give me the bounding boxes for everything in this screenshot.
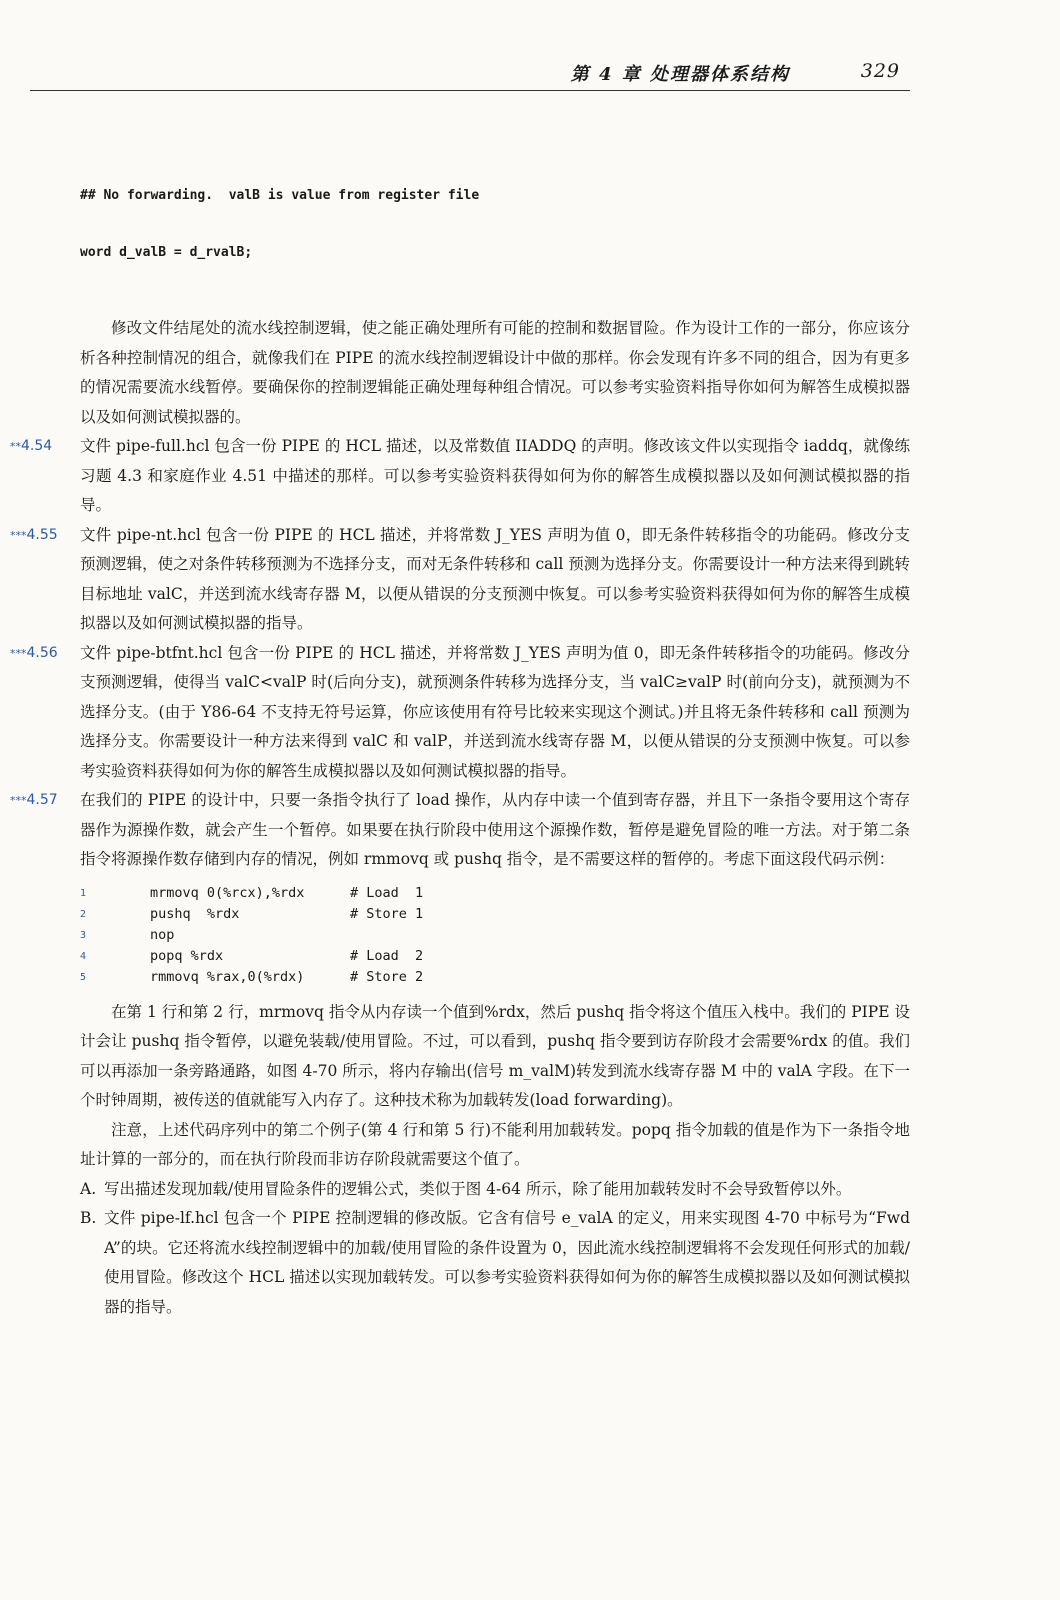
listing-row xyxy=(80,967,910,988)
problem-number: ***4.55 xyxy=(10,526,58,543)
problem-4-57 xyxy=(10,786,910,875)
problem-text: 在我们的 PIPE 的设计中，只要一条指令执行了 load 操作，从内存中读一个值到寄存器，并且下一条指令要用这个寄存器作为源操作数，就会产生一个暂停。如果要在执行阶段中使用这个源操作数，暂停是避免冒险的唯一方法。对于第二条指令将源操作数存储到内存的情况，例如 rmmovq 或 pushq 指令，是不需要这样的暂停的。考虑下面这段代码示例： xyxy=(80,791,910,868)
explanation-paragraph-2: 注意，上述代码序列中的第二个例子(第 4 行和第 5 行)不能利用加载转发。popq 指令加载的值是作为下一条指令地址计算的一部分的，而在执行阶段而非访存阶段就需要这个值了。 xyxy=(80,1120,910,1168)
code-line-1: ## No forwarding. valB is value from register file xyxy=(80,188,480,203)
instruction: mrmovq 0(%rcx),%rdx xyxy=(150,884,305,901)
subitem-label: A. xyxy=(80,1179,97,1198)
subitem-label: B. xyxy=(80,1209,97,1227)
subitem-text: 写出描述发现加载/使用冒险条件的逻辑公式，类似于图 4-64 所示，除了能用加载转发时不会导致暂停以外。 xyxy=(104,1179,852,1198)
line-number: 4 xyxy=(80,950,87,962)
code-snippet xyxy=(80,148,910,300)
page-header xyxy=(30,56,910,91)
explanation-paragraph-1: 在第 1 行和第 2 行，mrmovq 指令从内存读一个值到%rdx，然后 pushq 指令将这个值压入栈中。我们的 PIPE 设计会让 pushq 指令暂停，以避免装载/使用冒险。不过，可以看到，pushq 指令要到访存阶段才会需要%rdx 的值。我们可以再添加一条旁路通路，如图 4-70 所示，将内存输出(信号 m_valM)转发到流水线寄存器 M 中的 valA 字段。在下一个时钟周期，被传送的值就能写入内存了。这种技术称为加载转发(load forwarding)。 xyxy=(80,1002,910,1109)
page-body xyxy=(10,148,910,1322)
instruction: popq %rdx xyxy=(150,947,224,964)
problem-text: 文件 pipe-nt.hcl 包含一份 PIPE 的 HCL 描述，并将常数 J_YES 声明为值 0，即无条件转移指令的功能码。修改分支预测逻辑，使之对条件转移预测为不选择分支，而对无条件转移和 call 预测为选择分支。你需要设计一种方法来得到跳转目标地址 valC，并送到流水线寄存器 M，以便从错误的分支预测中恢复。可以参考实验资料获得如何为你的解答生成模拟器以及如何测试模拟器的指导。 xyxy=(80,525,910,632)
problem-text: 文件 pipe-btfnt.hcl 包含一份 PIPE 的 HCL 描述，并将常数 J_YES 声明为值 0，即无条件转移指令的功能码。修改分支预测逻辑，使得当 valC<valP 时(后向分支)，就预测条件转移为选择分支，当 valC≥valP 时(前向分支)，就预测为不选择分支。(由于 Y86-64 不支持无符号运算，你应该使用有符号比较来实现这个测试。)并且将无条件转移和 call 预测为选择分支。你需要设计一种方法来得到 valC 和 valP，并送到流水线寄存器 M，以便从错误的分支预测中恢复。可以参考实验资料获得如何为你的解答生成模拟器以及如何测试模拟器的指导。 xyxy=(80,643,910,780)
subitem-b xyxy=(80,1204,910,1322)
listing-row xyxy=(80,925,910,946)
comment: # Store 2 xyxy=(350,968,424,985)
intro-paragraph: 修改文件结尾处的流水线控制逻辑，使之能正确处理所有可能的控制和数据冒险。作为设计工作的一部分，你应该分析各种控制情况的组合，就像我们在 PIPE 的流水线控制逻辑设计中做的那样。你会发现有许多不同的组合，因为有更多的情况需要流水线暂停。要确保你的控制逻辑能正确处理每种组合情况。可以参考实验资料指导你如何为解答生成模拟器以及如何测试模拟器的。 xyxy=(80,319,910,426)
problem-4-54 xyxy=(10,432,910,521)
problem-number: ***4.56 xyxy=(10,644,58,661)
comment: # Load 1 xyxy=(350,884,424,901)
instruction: nop xyxy=(150,926,175,943)
subitem-text: 文件 pipe-lf.hcl 包含一个 PIPE 控制逻辑的修改版。它含有信号 e_valA 的定义，用来实现图 4-70 中标号为“Fwd A”的块。它还将流水线控制逻辑中的加载/使用冒险的条件设置为 0，因此流水线控制逻辑将不会发现任何形式的加载/使用冒险。修改这个 HCL 描述以实现加载转发。可以参考实验资料获得如何为你的解答生成模拟器以及如何测试模拟器的指导。 xyxy=(104,1209,910,1316)
comment: # Store 1 xyxy=(350,905,424,922)
code-listing xyxy=(80,883,910,988)
instruction: rmmovq %rax,0(%rdx) xyxy=(150,968,305,985)
line-number: 5 xyxy=(80,971,87,983)
comment: # Load 2 xyxy=(350,947,424,964)
page-number: 329 xyxy=(860,60,900,82)
problem-number: **4.54 xyxy=(10,438,53,454)
code-line-2: word d_valB = d_rvalB; xyxy=(80,245,253,260)
line-number: 1 xyxy=(80,887,87,899)
problem-4-55 xyxy=(10,521,910,639)
chapter-title: 第 4 章 处理器体系结构 xyxy=(570,64,790,85)
line-number: 3 xyxy=(80,929,87,941)
line-number: 2 xyxy=(80,908,87,920)
instruction: pushq %rdx xyxy=(150,905,240,922)
problem-number: ***4.57 xyxy=(10,792,58,808)
listing-row xyxy=(80,904,910,925)
subitem-a xyxy=(80,1175,910,1205)
problem-4-56 xyxy=(10,639,910,787)
problem-text: 文件 pipe-full.hcl 包含一份 PIPE 的 HCL 描述，以及常数值 IIADDQ 的声明。修改该文件以实现指令 iaddq，就像练习题 4.3 和家庭作业 4.51 中描述的那样。可以参考实验资料获得如何为你的解答生成模拟器以及如何测试模拟器的指导。 xyxy=(80,437,910,514)
listing-row xyxy=(80,946,910,967)
listing-row xyxy=(80,883,910,904)
